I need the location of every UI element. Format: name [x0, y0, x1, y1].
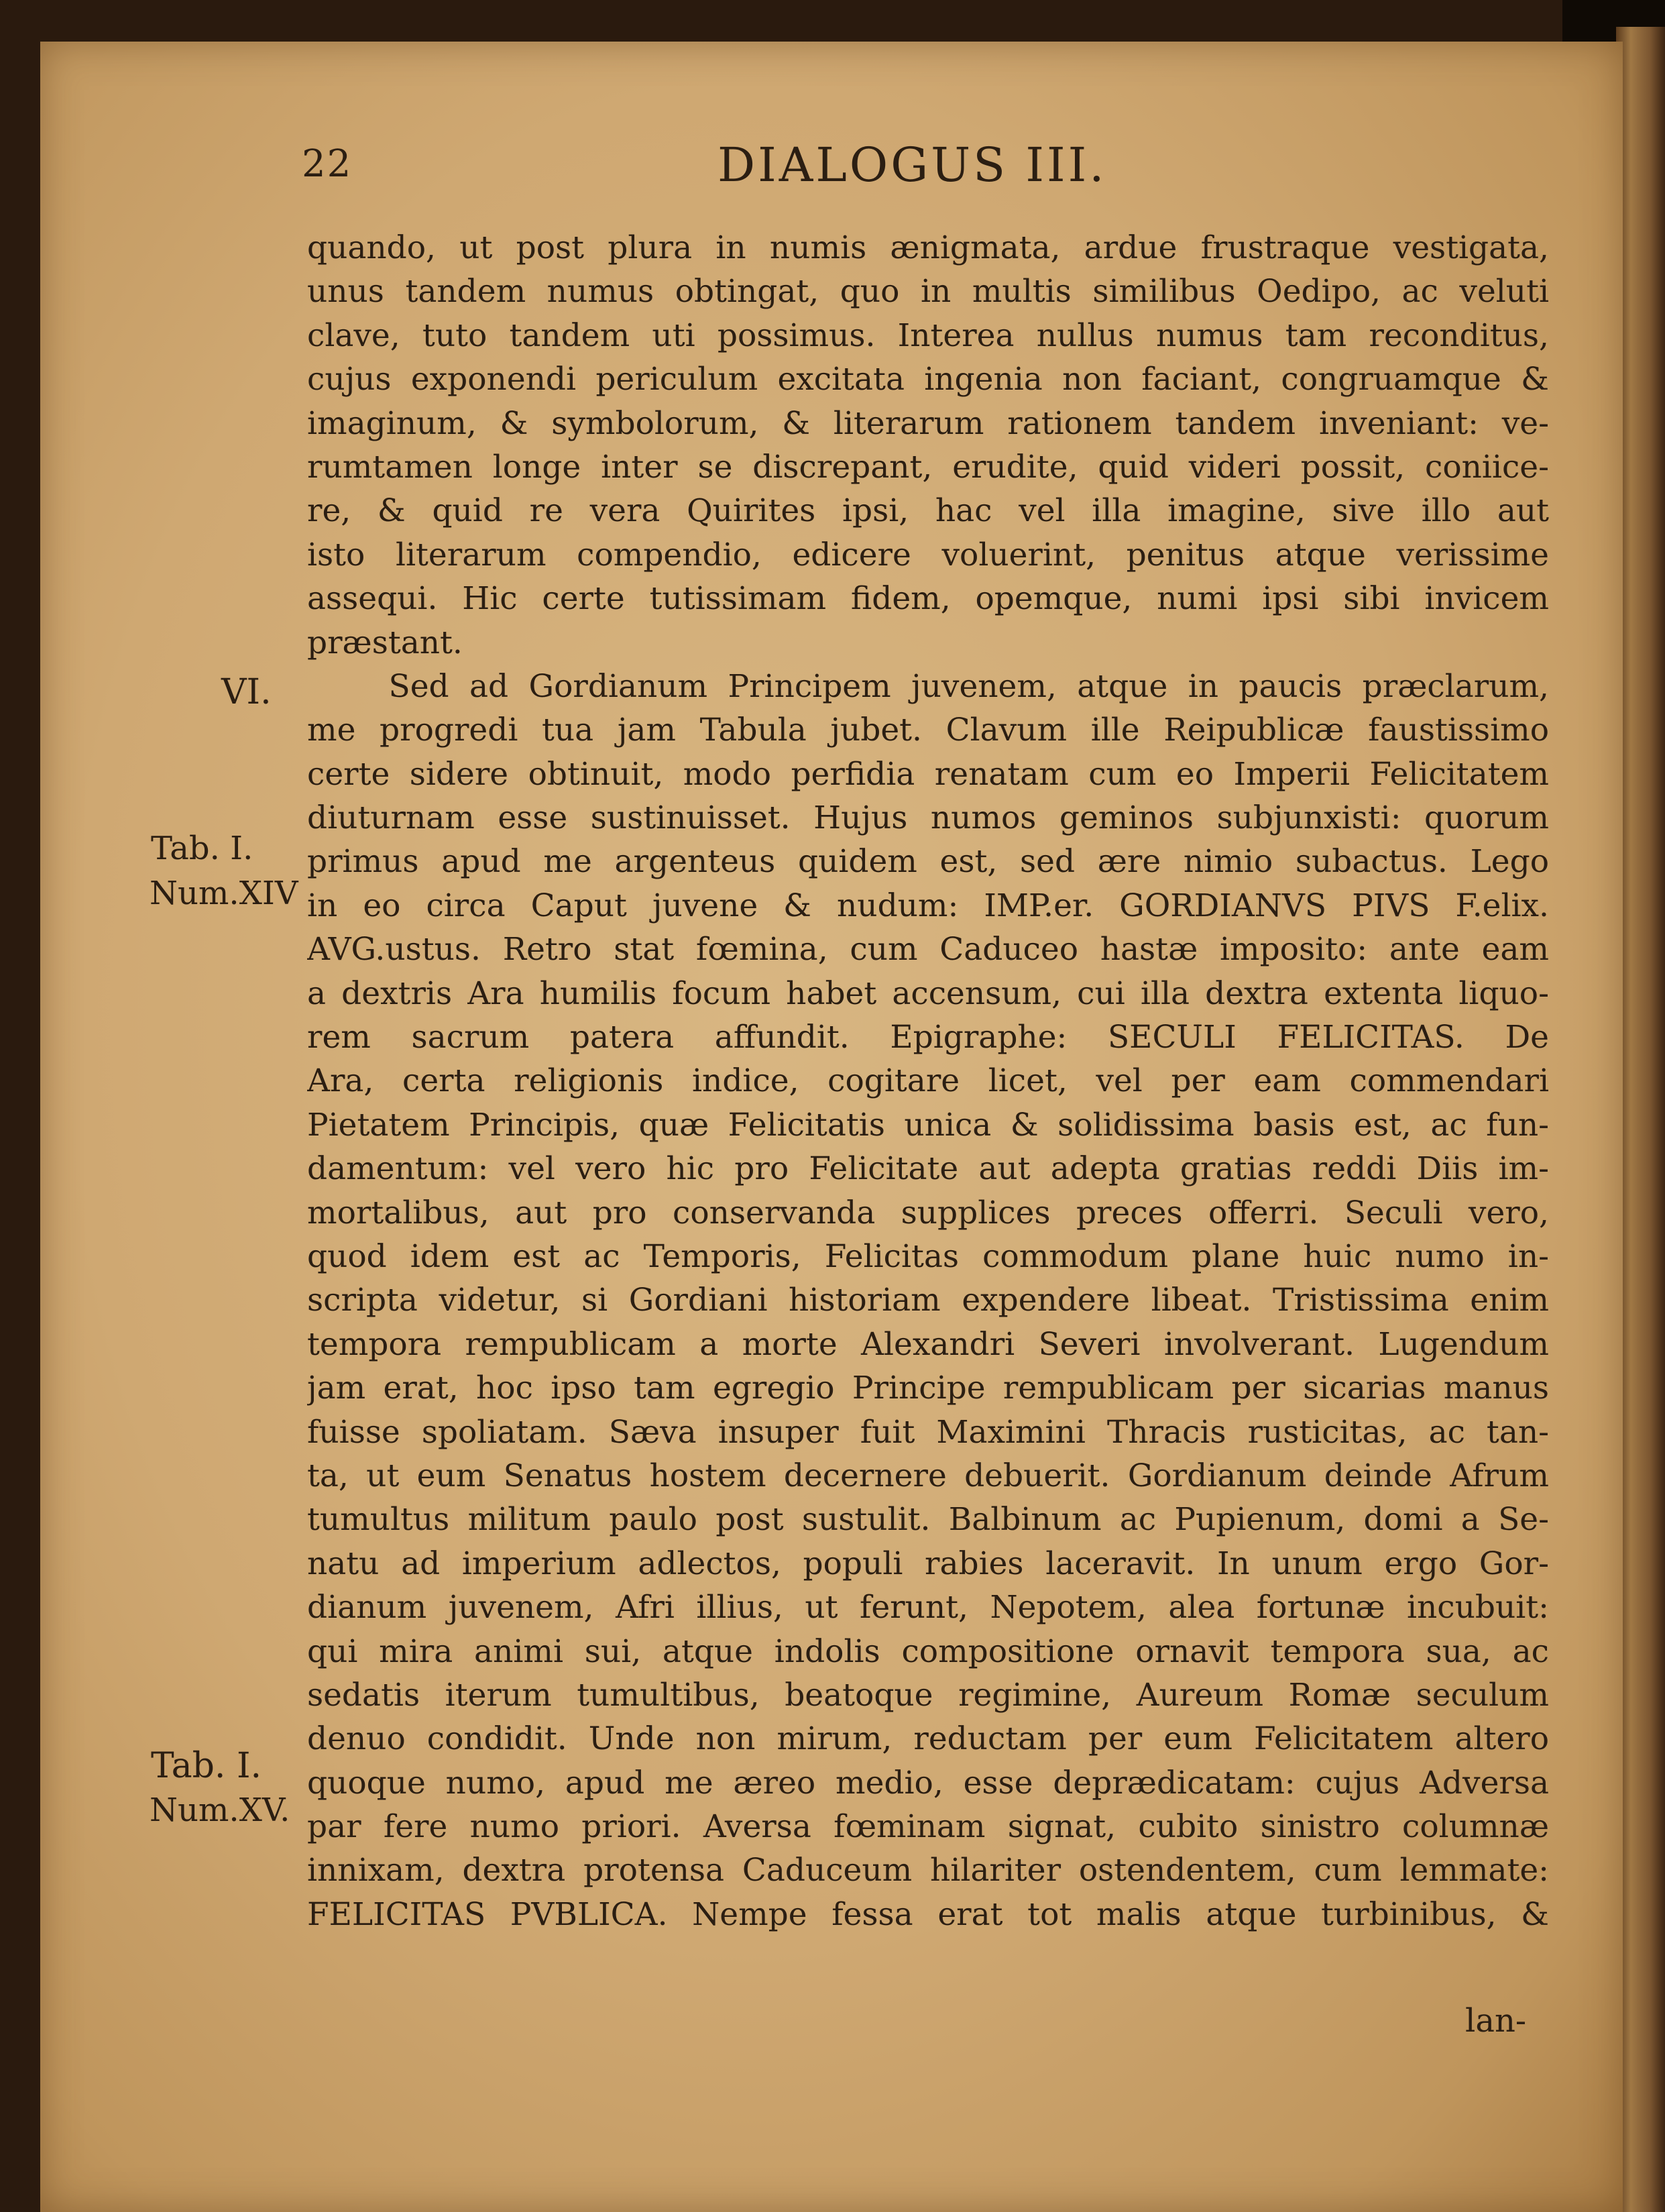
- text-line: fuisse spoliatam. Sæva insuper fuit Maximini Thracis rusticitas, ac tan-: [307, 1413, 1549, 1451]
- text-line: quoque numo, apud me æreo medio, esse deprædicatam: cujus Adversa: [307, 1764, 1549, 1802]
- margin-table-ref: Tab. I.: [151, 830, 253, 867]
- text-line: innixam, dextra protensa Caduceum hilariter ostendentem, cum lemmate:: [307, 1852, 1549, 1889]
- text-line: in eo circa Caput juvene & nudum: IMP.er. GORDIANVS PIVS F.elix.: [307, 887, 1549, 924]
- text-line: re, & quid re vera Quirites ipsi, hac vel illa imagine, sive illo aut: [307, 492, 1549, 530]
- text-line: a dextris Ara humilis focum habet accensum, cui illa dextra extenta liquo-: [307, 975, 1549, 1012]
- text-line: dianum juvenem, Afri illius, ut ferunt, Nepotem, alea fortunæ incubuit:: [307, 1589, 1549, 1626]
- page-edge: [1616, 27, 1665, 2212]
- text-line: unus tandem numus obtingat, quo in multis similibus Oedipo, ac veluti: [307, 273, 1549, 311]
- text-line: natu ad imperium adlectos, populi rabies laceravit. In unum ergo Gor-: [307, 1545, 1549, 1582]
- text-line: imaginum, & symbolorum, & literarum rationem tandem inveniant: ve-: [307, 404, 1549, 442]
- margin-number-ref: Num.XV.: [150, 1791, 290, 1829]
- text-line: ta, ut eum Senatus hostem decernere debuerit. Gordianum deinde Afrum: [307, 1457, 1549, 1494]
- text-line: jam erat, hoc ipso tam egregio Principe rempublicam per sicarias manus: [307, 1370, 1549, 1407]
- text-line: denuo condidit. Unde non mirum, reductam per eum Felicitatem altero: [307, 1720, 1549, 1758]
- text-line: AVG.ustus. Retro stat fœmina, cum Caduceo hastæ imposito: ante eam: [307, 931, 1549, 969]
- text-line: rumtamen longe inter se discrepant, erudite, quid videri possit, coniice-: [307, 448, 1549, 486]
- text-line: Sed ad Gordianum Principem juvenem, atque in paucis præclarum,: [307, 667, 1549, 705]
- text-line: cujus exponendi periculum excitata ingenia non faciant, congruamque &: [307, 361, 1549, 398]
- text-line: FELICITAS PVBLICA. Nempe fessa erat tot malis atque turbinibus, &: [307, 1895, 1549, 1933]
- text-line: rem sacrum patera affundit. Epigraphe: SECULI FELICITAS. De: [307, 1019, 1549, 1056]
- page-number: 22: [302, 142, 353, 186]
- text-line: primus apud me argenteus quidem est, sed ære nimio subactus. Lego: [307, 843, 1549, 881]
- text-line: mortalibus, aut pro conservanda supplices preces offerri. Seculi vero,: [307, 1194, 1549, 1231]
- margin-section-number: VI.: [221, 672, 272, 712]
- text-line: damentum: vel vero hic pro Felicitate aut adepta gratias reddi Diis im-: [307, 1150, 1549, 1188]
- running-head: DIALOGUS III.: [717, 137, 1107, 192]
- text-line: assequi. Hic certe tutissimam fidem, opemque, numi ipsi sibi invicem: [307, 580, 1549, 618]
- text-line: isto literarum compendio, edicere voluerint, penitus atque verissime: [307, 536, 1549, 573]
- text-line: tumultus militum paulo post sustulit. Balbinum ac Pupienum, domi a Se-: [307, 1501, 1549, 1539]
- text-line: par fere numo priori. Aversa fœminam signat, cubito sinistro columnæ: [307, 1808, 1549, 1846]
- text-line: tempora rempublicam a morte Alexandri Severi involverant. Lugendum: [307, 1325, 1549, 1363]
- text-line: sedatis iterum tumultibus, beatoque regimine, Aureum Romæ seculum: [307, 1676, 1549, 1714]
- margin-table-ref: Tab. I.: [151, 1746, 262, 1786]
- catchword: lan-: [1465, 2002, 1527, 2040]
- margin-number-ref: Num.XIV: [150, 875, 298, 912]
- text-line: scripta videtur, si Gordiani historiam expendere libeat. Tristissima enim: [307, 1282, 1549, 1319]
- text-line: quod idem est ac Temporis, Felicitas commodum plane huic numo in-: [307, 1237, 1549, 1275]
- text-line: qui mira animi sui, atque indolis compositione ornavit tempora sua, ac: [307, 1633, 1549, 1670]
- text-line: Pietatem Principis, quæ Felicitatis unica & solidissima basis est, ac fun-: [307, 1106, 1549, 1144]
- text-line: quando, ut post plura in numis ænigmata, ardue frustraque vestigata,: [307, 229, 1549, 266]
- text-line: certe sidere obtinuit, modo perfidia renatam cum eo Imperii Felicitatem: [307, 755, 1549, 793]
- text-line: diuturnam esse sustinuisset. Hujus numos geminos subjunxisti: quorum: [307, 799, 1549, 837]
- text-line: me progredi tua jam Tabula jubet. Clavum ille Reipublicæ faustissimo: [307, 712, 1549, 749]
- text-line: Ara, certa religionis indice, cogitare licet, vel per eam commendari: [307, 1062, 1549, 1100]
- text-line: clave, tuto tandem uti possimus. Interea nullus numus tam reconditus,: [307, 317, 1549, 354]
- text-line: præstant.: [307, 624, 463, 661]
- body-text: [307, 226, 1549, 1936]
